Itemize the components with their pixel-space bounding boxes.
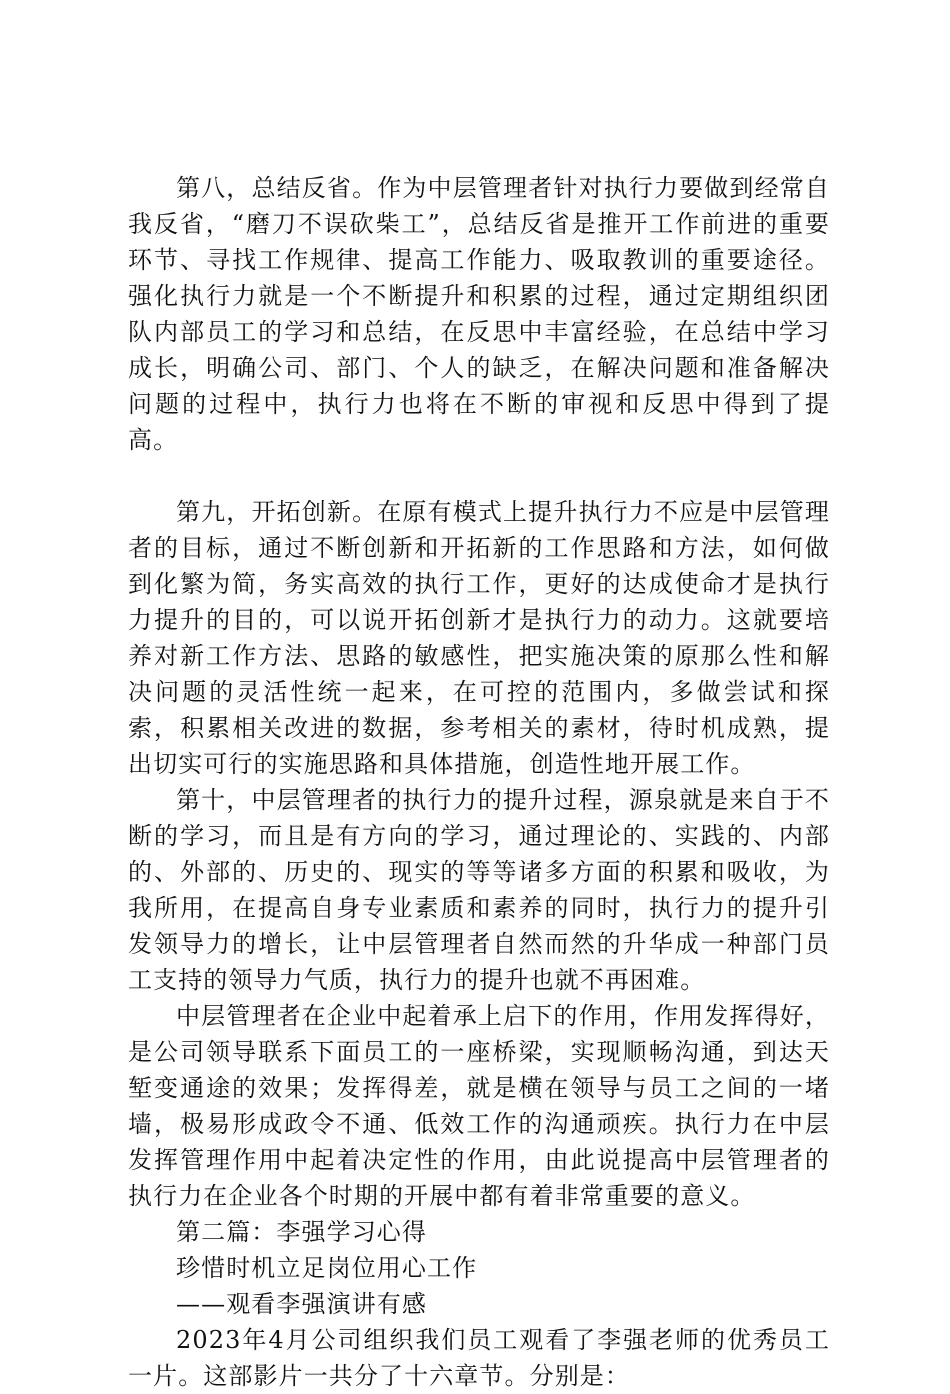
document-body xyxy=(128,170,830,1394)
article-subtitle: 珍惜时机立足岗位用心工作 xyxy=(176,1254,478,1282)
paragraph-conclusion: 中层管理者在企业中起着承上启下的作用，作用发挥得好，是公司领导联系下面员工的一座桥梁，实现顺畅沟通，到达天堑变通途的效果；发挥得差，就是横在领导与员工之间的一堵墙，极易形成政令不通、低效工作的沟通顽疾。执行力在中层发挥管理作用中起着决定性的作用，由此说提高中层管理者的执行力在企业各个时期的开展中都有着非常重要的意义。 xyxy=(128,1002,830,1210)
article-byline: ——观看李强演讲有感 xyxy=(176,1290,427,1318)
paragraph-ninth: 第九，开拓创新。在原有模式上提升执行力不应是中层管理者的目标，通过不断创新和开拓新的工作思路和方法，如何做到化繁为简，务实高效的执行工作，更好的达成使命才是执行力提升的目的，可以说开拓创新才是执行力的动力。这就要培养对新工作方法、思路的敏感性，把实施决策的原那么性和解决问题的灵活性统一起来，在可控的范围内，多做尝试和探索，积累相关改进的数据，参考相关的素材，待时机成熟，提出切实可行的实施思路和具体措施，创造性地开展工作。 xyxy=(128,498,830,778)
section-title: 第二篇：李强学习心得 xyxy=(176,1218,427,1246)
paragraph-intro: 2023年4月公司组织我们员工观看了李强老师的优秀员工一片。这部影片一共分了十六章节。分别是： xyxy=(128,1326,830,1390)
paragraph-tenth: 第十，中层管理者的执行力的提升过程，源泉就是来自于不断的学习，而且是有方向的学习，通过理论的、实践的、内部的、外部的、历史的、现实的等等诸多方面的积累和吸收，为我所用，在提高自身专业素质和素养的同时，执行力的提升引发领导力的增长，让中层管理者自然而然的升华成一种部门员工支持的领导力气质，执行力的提升也就不再困难。 xyxy=(128,786,830,994)
paragraph-eighth: 第八，总结反省。作为中层管理者针对执行力要做到经常自我反省，“磨刀不误砍柴工”，总结反省是推开工作前进的重要环节、寻找工作规律、提高工作能力、吸取教训的重要途径。强化执行力就是一个不断提升和积累的过程，通过定期组织团队内部员工的学习和总结，在反思中丰富经验，在总结中学习成长，明确公司、部门、个人的缺乏，在解决问题和准备解决问题的过程中，执行力也将在不断的审视和反思中得到了提高。 xyxy=(128,174,830,454)
